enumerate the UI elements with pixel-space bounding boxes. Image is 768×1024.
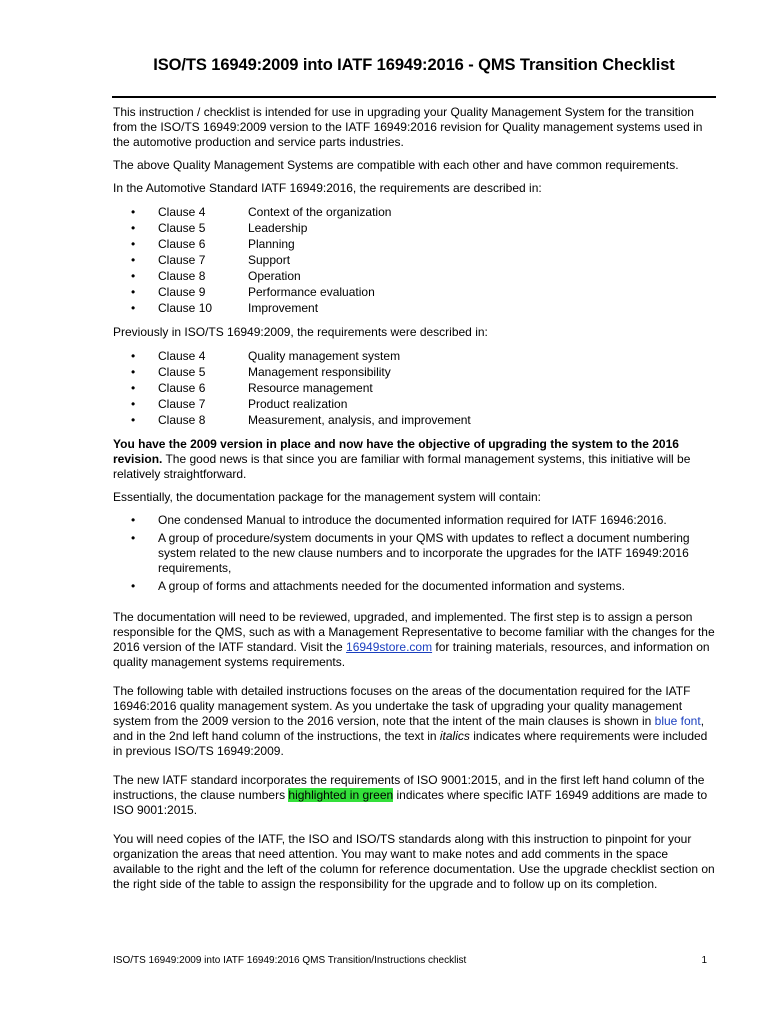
blue-font-text: blue font	[654, 714, 701, 728]
bullet: •	[131, 413, 136, 427]
copies-paragraph: You will need copies of the IATF, the ISO and ISO/TS standards along with this instruction to pinpoint for your organization the areas that need attention. You may want to make notes and add comments in the space available to the right and the left of the column for reference documentation. Use the upgrade checklist section on the right side of the table to assign the responsibility for the upgrade and to follow up on its completion.	[113, 832, 715, 891]
list-item	[113, 513, 718, 528]
previously-paragraph: Previously in ISO/TS 16949:2009, the requirements were described in:	[113, 325, 488, 339]
intro-paragraph-2: The above Quality Management Systems are compatible with each other and have common requirements.	[113, 158, 679, 172]
new-text-a: The new IATF standard incorporates the requirements of ISO 9001:2015, and in the first left hand column of the instructions, the clause numbers	[113, 773, 705, 802]
list-item	[113, 220, 718, 236]
documentation-list	[113, 513, 718, 594]
list-item	[113, 531, 718, 576]
clause-number: Clause 8	[158, 269, 206, 283]
list-item	[113, 396, 718, 412]
table-paragraph	[113, 684, 718, 759]
new-standard-paragraph	[113, 773, 718, 818]
list-item-text: A group of forms and attachments needed for the documented information and systems.	[158, 579, 625, 593]
bullet: •	[131, 301, 136, 315]
bullet: •	[131, 221, 136, 235]
intro-paragraph-1: This instruction / checklist is intended for use in upgrading your Quality Management System for the transition from the ISO/TS 16949:2009 version to the IATF 16949:2016 revision for Quality management systems used in the automotive production and service parts industries.	[113, 105, 703, 149]
review-text-b: for training materials, resources, and information on quality management systems requirements.	[113, 640, 710, 669]
list-item	[113, 348, 718, 364]
list-item	[113, 268, 718, 284]
document-body	[113, 105, 718, 900]
clause-name: Operation	[248, 269, 301, 283]
clause-name: Quality management system	[248, 349, 401, 363]
intro-paragraph-3: In the Automotive Standard IATF 16949:2016, the requirements are described in:	[113, 181, 542, 195]
list-item-text: One condensed Manual to introduce the documented information required for IATF 16946:2016.	[158, 513, 667, 527]
list-item	[113, 300, 718, 316]
bullet: •	[131, 285, 136, 299]
table-text-a: The following table with detailed instructions focuses on the areas of the documentation required for the IATF 16946:2016 quality management system. As you undertake the task of upgrading your quality management system from the 2009 version to the 2016 version, note that the intent of the main clauses is shown in	[113, 684, 691, 728]
clause-number: Clause 7	[158, 397, 206, 411]
clause-name: Context of the organization	[248, 205, 392, 219]
table-text-c: indicates where requirements were included in previous ISO/TS 16949:2009.	[113, 729, 708, 758]
clause-number: Clause 4	[158, 349, 206, 363]
bullet: •	[131, 269, 136, 283]
essentially-paragraph: Essentially, the documentation package for the management system will contain:	[113, 490, 542, 504]
list-item-text: A group of procedure/system documents in your QMS with updates to reflect a document numbering system related to the new clause numbers and to incorporate the upgrades for the IATF 16949:2016 requirements,	[158, 531, 690, 575]
green-highlight-text: highlighted in green	[288, 788, 394, 802]
clause-name: Improvement	[248, 301, 319, 315]
table-text-b: , and in the 2nd left hand column of the instructions, the text in	[113, 714, 705, 743]
new-text-b: indicates where specific IATF 16949 additions are made to ISO 9001:2015.	[113, 788, 708, 817]
review-text-a: The documentation will need to be reviewed, upgraded, and implemented. The first step is to assign a person responsible for the QMS, such as with a Management Representative to become familiar with the changes for the 2016 version of the IATF standard. Visit the	[113, 610, 715, 654]
bullet: •	[131, 253, 136, 267]
list-item	[113, 380, 718, 396]
clause-name: Performance evaluation	[248, 285, 375, 299]
italics-text: italics	[439, 729, 470, 743]
bullet: •	[131, 579, 136, 593]
bullet: •	[131, 513, 136, 527]
list-item	[113, 364, 718, 380]
list-item	[113, 412, 718, 428]
clause-name: Planning	[248, 237, 295, 251]
clause-number: Clause 7	[158, 253, 206, 267]
clause-number: Clause 6	[158, 381, 206, 395]
bullet: •	[131, 397, 136, 411]
clause-name: Product realization	[248, 397, 348, 411]
clause-number: Clause 9	[158, 285, 206, 299]
objective-bold-text: You have the 2009 version in place and now have the objective of upgrading the system to the 2016 revision.	[113, 437, 679, 466]
clause-name: Measurement, analysis, and improvement	[248, 413, 471, 427]
clause-name: Management responsibility	[248, 365, 391, 379]
clauses-2009-list	[113, 348, 718, 428]
bullet: •	[131, 205, 136, 219]
list-item	[113, 236, 718, 252]
bullet: •	[131, 237, 136, 251]
page-number: 1	[701, 955, 707, 966]
footer-text: ISO/TS 16949:2009 into IATF 16949:2016 QMS Transition/Instructions checklist	[113, 955, 467, 966]
bullet: •	[131, 531, 136, 545]
clauses-2016-list	[113, 204, 718, 316]
title-divider	[112, 96, 716, 98]
bullet: •	[131, 365, 136, 379]
clause-name: Support	[248, 253, 291, 267]
clause-number: Clause 10	[158, 301, 213, 315]
clause-number: Clause 5	[158, 365, 206, 379]
page-footer	[113, 955, 707, 966]
objective-text: The good news is that since you are familiar with formal management systems, this initiative will be relatively straightforward.	[113, 452, 691, 481]
clause-number: Clause 5	[158, 221, 206, 235]
clause-number: Clause 6	[158, 237, 206, 251]
clause-name: Leadership	[248, 221, 308, 235]
objective-paragraph	[113, 437, 718, 482]
review-paragraph	[113, 610, 718, 670]
list-item	[113, 204, 718, 220]
list-item	[113, 579, 718, 594]
list-item	[113, 284, 718, 300]
bullet: •	[131, 349, 136, 363]
clause-number: Clause 4	[158, 205, 206, 219]
list-item	[113, 252, 718, 268]
store-link[interactable]: 16949store.com	[346, 640, 433, 654]
bullet: •	[131, 381, 136, 395]
page-title: ISO/TS 16949:2009 into IATF 16949:2016 - QMS Transition Checklist	[153, 56, 675, 74]
clause-number: Clause 8	[158, 413, 206, 427]
clause-name: Resource management	[248, 381, 373, 395]
